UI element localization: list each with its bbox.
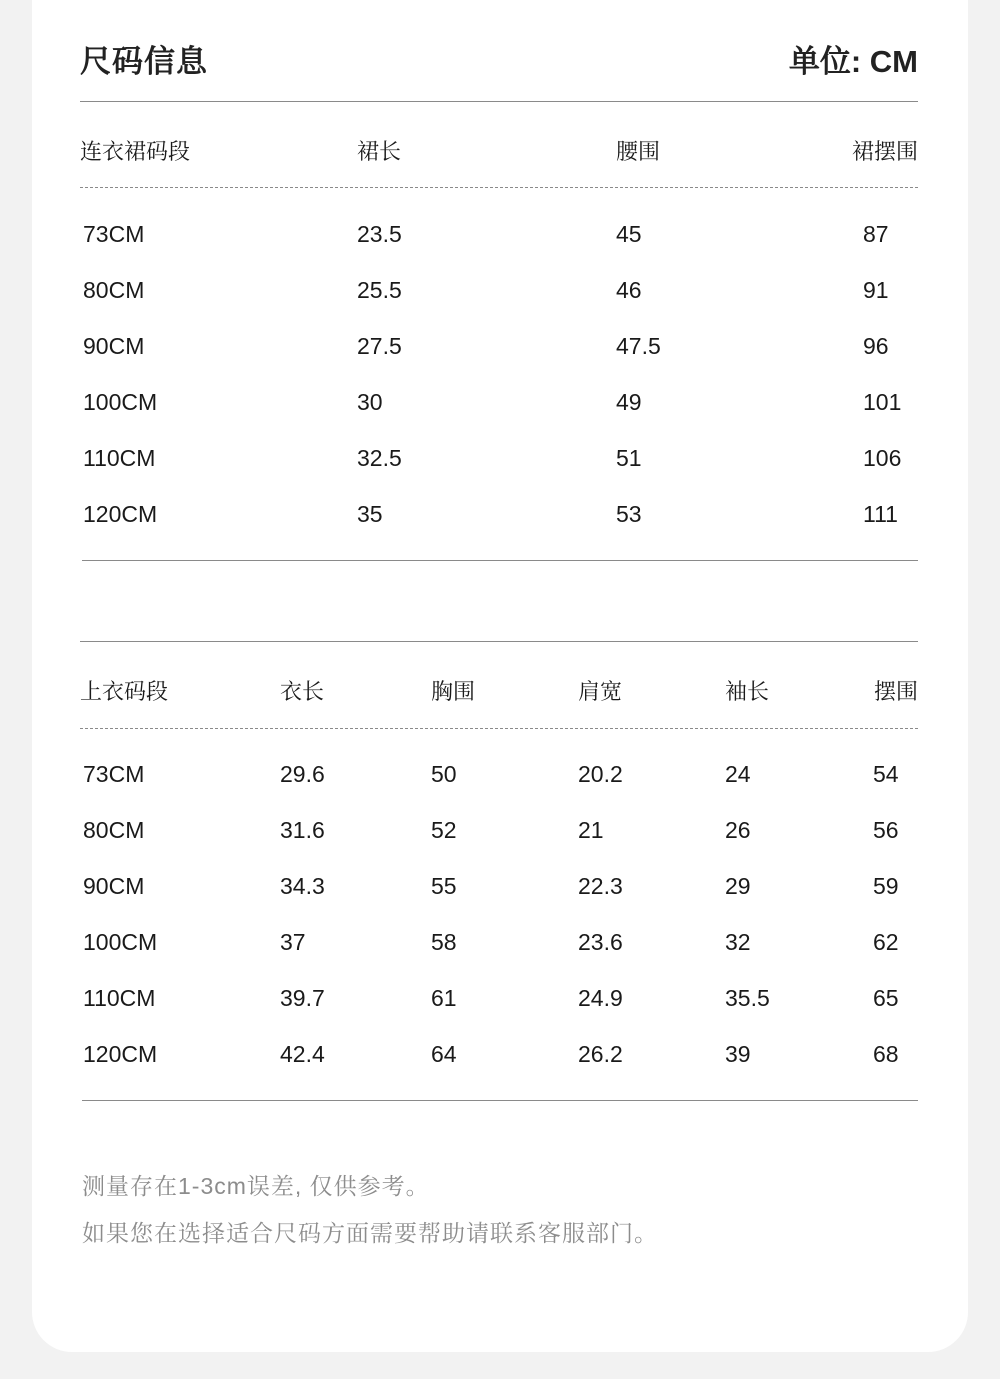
size-card [32, 0, 968, 1352]
column-header: 裙长 [357, 139, 402, 164]
table-cell: 106 [863, 445, 902, 471]
unit-label: 单位: CM [788, 43, 918, 79]
table-cell: 21 [578, 817, 604, 843]
table-cell: 58 [431, 929, 457, 955]
table-cell: 47.5 [616, 333, 661, 359]
table-cell: 45 [616, 221, 642, 247]
table-cell: 80CM [83, 277, 145, 303]
table-cell: 111 [863, 501, 898, 527]
table-cell: 87 [863, 221, 889, 247]
table-cell: 120CM [83, 1041, 158, 1067]
table-cell: 100CM [83, 389, 158, 415]
column-header: 袖长 [725, 679, 770, 704]
top-table-top-rule [80, 641, 918, 642]
table-cell: 55 [431, 873, 457, 899]
table-cell: 73CM [83, 221, 145, 247]
table-cell: 68 [873, 1041, 899, 1067]
table-cell: 90CM [83, 333, 145, 359]
table-cell: 100CM [83, 929, 158, 955]
table-cell: 26 [725, 817, 751, 843]
table-cell: 96 [863, 333, 889, 359]
table-cell: 110CM [83, 985, 156, 1011]
table-cell: 30 [357, 389, 383, 415]
table-cell: 73CM [83, 761, 145, 787]
note-contact-service: 如果您在选择适合尺码方面需要帮助请联系客服部门。 [82, 1220, 658, 1246]
table-cell: 37 [280, 929, 306, 955]
table-cell: 31.6 [280, 817, 325, 843]
table-cell: 23.5 [357, 221, 402, 247]
table-cell: 64 [431, 1041, 457, 1067]
table-cell: 54 [873, 761, 899, 787]
dress-table-top-rule [80, 101, 918, 102]
table-cell: 22.3 [578, 873, 623, 899]
table-cell: 29.6 [280, 761, 325, 787]
table-cell: 39 [725, 1041, 751, 1067]
table-cell: 49 [616, 389, 642, 415]
table-cell: 101 [863, 389, 902, 415]
table-cell: 42.4 [280, 1041, 325, 1067]
table-cell: 39.7 [280, 985, 325, 1011]
table-cell: 27.5 [357, 333, 402, 359]
column-header: 裙摆围 [851, 139, 918, 164]
column-header: 腰围 [616, 139, 661, 164]
dress-table-bottom-rule [82, 560, 918, 561]
table-cell: 50 [431, 761, 457, 787]
table-cell: 110CM [83, 445, 156, 471]
table-cell: 52 [431, 817, 457, 843]
column-header: 胸围 [431, 679, 476, 704]
table-cell: 62 [873, 929, 899, 955]
table-cell: 35 [357, 501, 383, 527]
title-row [80, 36, 918, 80]
top-table-header-divider [80, 728, 918, 729]
table-cell: 26.2 [578, 1041, 623, 1067]
table-cell: 32.5 [357, 445, 402, 471]
table-cell: 91 [863, 277, 889, 303]
column-header: 上衣码段 [80, 679, 169, 704]
table-cell: 46 [616, 277, 642, 303]
page-title: 尺码信息 [80, 43, 208, 79]
column-header: 连衣裙码段 [80, 139, 191, 164]
table-cell: 61 [431, 985, 457, 1011]
table-cell: 20.2 [578, 761, 623, 787]
table-cell: 24.9 [578, 985, 623, 1011]
table-cell: 35.5 [725, 985, 770, 1011]
table-cell: 53 [616, 501, 642, 527]
table-cell: 32 [725, 929, 751, 955]
column-header: 摆围 [873, 679, 918, 704]
note-measurement-error: 测量存在1-3cm误差, 仅供参考。 [82, 1173, 430, 1199]
column-header: 肩宽 [578, 679, 623, 704]
table-cell: 29 [725, 873, 751, 899]
table-cell: 59 [873, 873, 899, 899]
table-cell: 90CM [83, 873, 145, 899]
table-cell: 34.3 [280, 873, 325, 899]
column-header: 衣长 [280, 679, 325, 704]
table-cell: 23.6 [578, 929, 623, 955]
table-cell: 120CM [83, 501, 158, 527]
table-cell: 24 [725, 761, 751, 787]
table-cell: 80CM [83, 817, 145, 843]
table-cell: 51 [616, 445, 642, 471]
dress-table-header-divider [80, 187, 918, 188]
top-table-bottom-rule [82, 1100, 918, 1101]
table-cell: 25.5 [357, 277, 402, 303]
table-cell: 65 [873, 985, 899, 1011]
table-cell: 56 [873, 817, 899, 843]
